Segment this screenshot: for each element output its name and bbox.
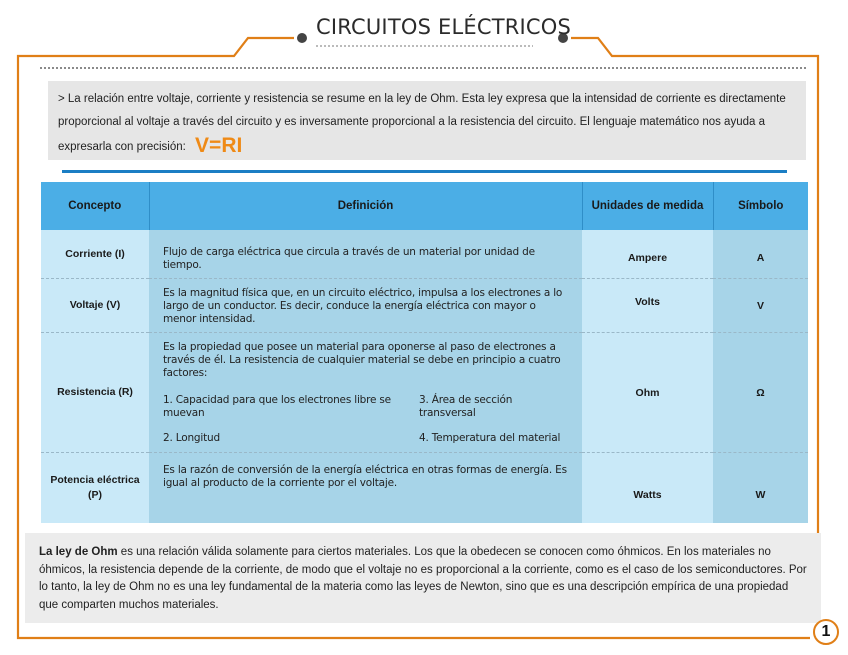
blue-divider <box>62 170 787 173</box>
dotted-divider <box>40 67 806 69</box>
header-symbol: Símbolo <box>713 182 808 230</box>
header-definition: Definición <box>149 182 582 230</box>
symbol-cell: A <box>713 230 808 279</box>
concept-cell: Resistencia (R) <box>41 333 149 453</box>
intro-text: > La relación entre voltaje, corriente y resistencia se resume en la ley de Ohm. Esta ley expresa que la intensidad de corriente es directamente proporcional al voltaje a través del circuito y es inversamente proporcional a la resistencia del circuito. El lenguaje matemático nos ayuda a expresarla con precisión: <box>58 93 786 153</box>
table-row-power <box>41 453 808 523</box>
definition-cell: Flujo de carga eléctrica que circula a través de un material por unidad de tiempo. <box>149 230 582 279</box>
header-concept: Concepto <box>41 182 149 230</box>
symbol-cell: V <box>713 279 808 333</box>
concept-cell: Voltaje (V) <box>41 279 149 333</box>
factor-item: 3. Área de sección transversal <box>419 394 513 419</box>
factor-item: 2. Longitud <box>163 432 220 444</box>
ohm-formula: V=RI <box>195 134 243 157</box>
title-bullet-left <box>297 33 307 43</box>
resistance-factors <box>163 394 568 445</box>
note-text: es una relación válida solamente para ciertos materiales. Los que la obedecen se conocen como óhmicos. En los materiales no óhmicos, la resistencia depende de la corriente, de modo que el voltaje no es proporcional a la corriente, como es el caso de los semiconductores. Por lo tanto, la ley de Ohm no es una ley fundamental de la materia como las leyes de Newton, sino que es una descripción empírica de una propiedad que comparten muchos materiales. <box>39 546 807 611</box>
unit-cell: Watts <box>582 453 713 523</box>
definition-cell: Es la razón de conversión de la energía eléctrica en otras formas de energía. Es igual al producto de la corriente por el voltaje. <box>149 453 582 523</box>
factor-item: 1. Capacidad para que los electrones libre se muevan <box>163 394 391 419</box>
definition-cell <box>149 333 582 453</box>
ohm-concepts-table <box>41 182 808 523</box>
table-row-resistance <box>41 333 808 453</box>
factor-item: 4. Temperatura del material <box>419 432 561 444</box>
table-row-voltage <box>41 279 808 333</box>
note-box <box>25 533 821 623</box>
page-title: CIRCUITOS ELÉCTRICOS <box>316 15 572 39</box>
symbol-cell: Ω <box>713 333 808 453</box>
table-header-row <box>41 182 808 230</box>
unit-cell: Volts <box>582 279 713 333</box>
table-row-current <box>41 230 808 279</box>
header-units: Unidades de medida <box>582 182 713 230</box>
symbol-cell: W <box>713 453 808 523</box>
definition-cell: Es la magnitud física que, en un circuito eléctrico, impulsa a los electrones a lo largo de un conductor. Es decir, conduce la energía eléctrica con mayor o menor intensidad. <box>149 279 582 333</box>
note-lead: La ley de Ohm <box>39 546 118 558</box>
page-number: 1 <box>813 619 839 645</box>
unit-cell: Ohm <box>582 333 713 453</box>
intro-box <box>48 81 806 160</box>
concept-cell: Potencia eléctrica (P) <box>41 453 149 523</box>
concept-cell: Corriente (I) <box>41 230 149 279</box>
unit-cell: Ampere <box>582 230 713 279</box>
resistance-definition: Es la propiedad que posee un material para oponerse al paso de electrones a través de él. La resistencia de cualquier material se debe en principio a cuatro factores: <box>163 341 561 379</box>
